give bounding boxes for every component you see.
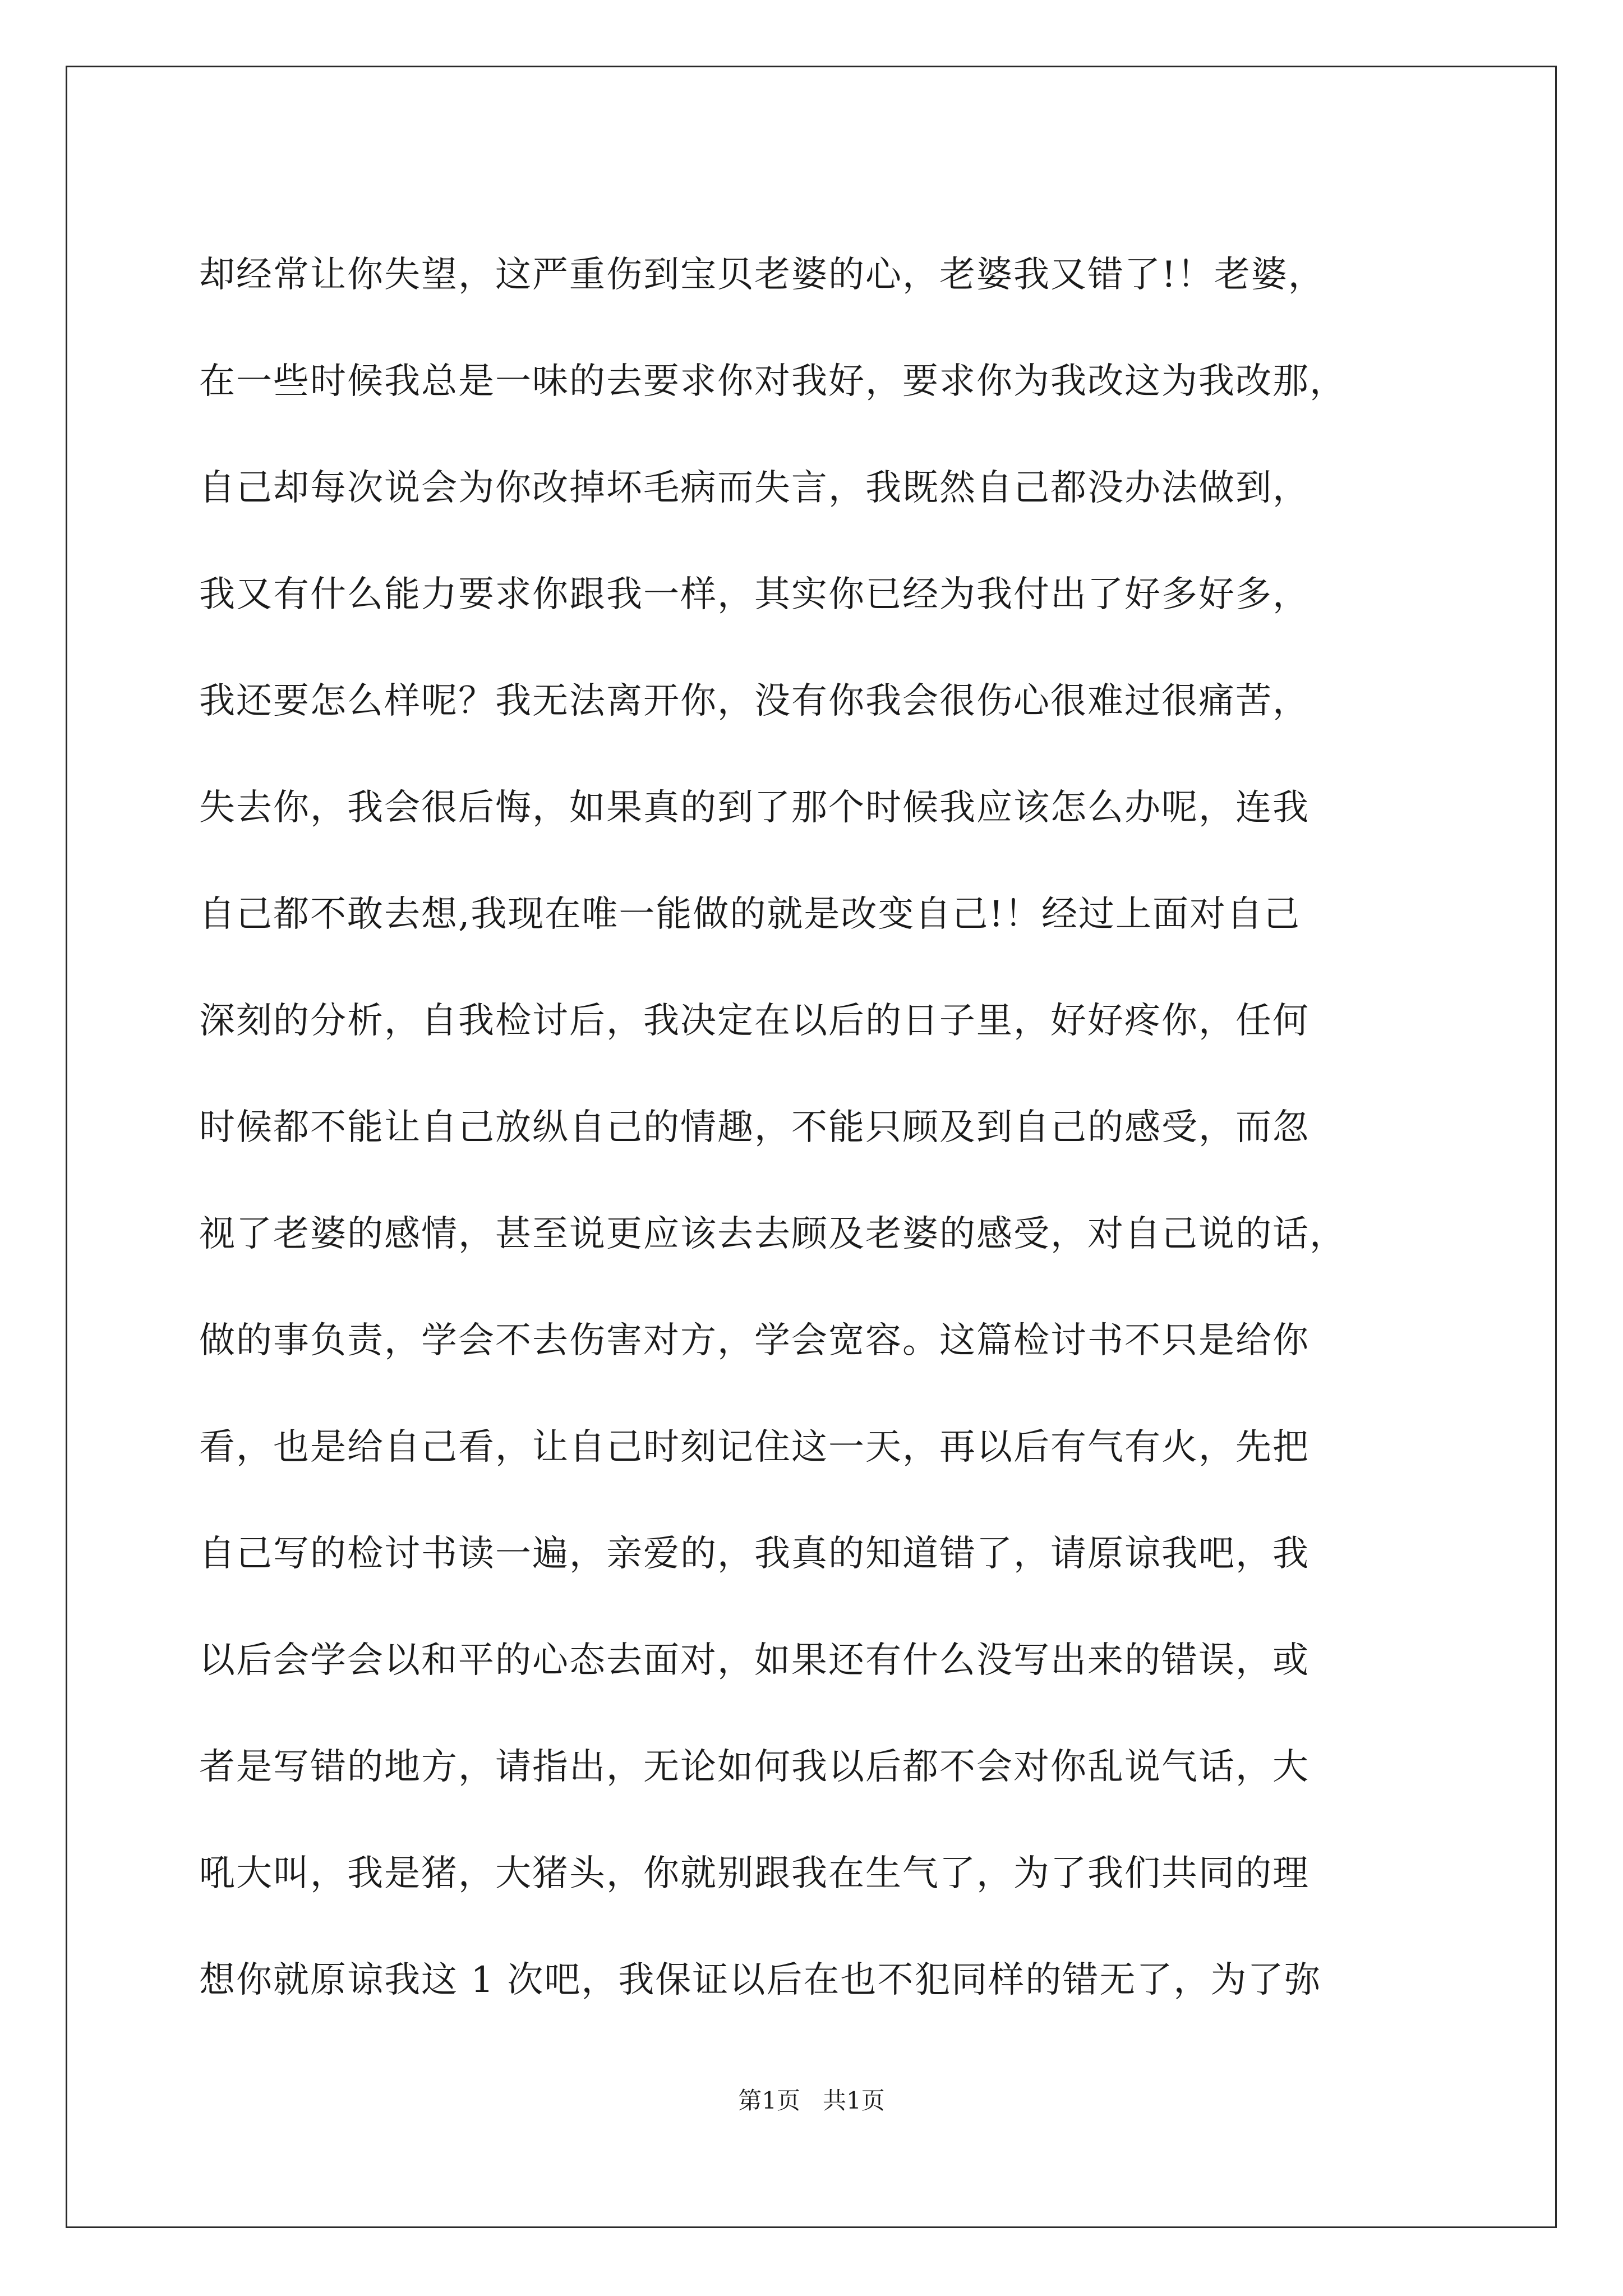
text-line: 自己写的检讨书读一遍，亲爱的，我真的知道错了，请原谅我吧，我 [199, 1533, 1310, 1575]
text-line: 吼大叫，我是猪，大猪头，你就别跟我在生气了，为了我们共同的理 [199, 1853, 1310, 1894]
document-body [199, 222, 1455, 2033]
text-line: 想你就原谅我这 1 次吧，我保证以后在也不犯同样的错无了，为了弥 [199, 1959, 1322, 2001]
text-line: 我还要怎么样呢？我无法离开你，没有你我会很伤心很难过很痛苦， [199, 680, 1310, 722]
text-line: 自己却每次说会为你改掉坏毛病而失言，我既然自己都没办法做到， [199, 467, 1310, 509]
text-line: 以后会学会以和平的心态去面对，如果还有什么没写出来的错误，或 [199, 1640, 1310, 1681]
text-line: 时候都不能让自己放纵自己的情趣，不能只顾及到自己的感受，而忽 [199, 1107, 1310, 1148]
text-line: 我又有什么能力要求你跟我一样，其实你已经为我付出了好多好多， [199, 574, 1310, 615]
text-line: 自己都不敢去想,我现在唯一能做的就是改变自己!！经过上面对自己 [199, 894, 1301, 935]
text-line: 者是写错的地方，请指出，无论如何我以后都不会对你乱说气话，大 [199, 1746, 1310, 1788]
text-line: 在一些时候我总是一味的去要求你对我好，要求你为我改这为我改那， [199, 361, 1347, 402]
text-line: 视了老婆的感情，甚至说更应该去去顾及老婆的感受，对自己说的话， [199, 1213, 1347, 1255]
text-line: 却经常让你失望，这严重伤到宝贝老婆的心，老婆我又错了!！老婆， [199, 254, 1325, 296]
text-line: 失去你，我会很后悔，如果真的到了那个时候我应该怎么办呢，连我 [199, 787, 1310, 829]
text-line: 看，也是给自己看，让自己时刻记住这一天，再以后有气有火，先把 [199, 1427, 1310, 1468]
text-line: 深刻的分析，自我检讨后，我决定在以后的日子里，好好疼你，任何 [199, 1000, 1310, 1042]
page-number-footer: 第1页 共1页 [738, 2087, 885, 2114]
text-line: 做的事负责，学会不去伤害对方，学会宽容。这篇检讨书不只是给你 [199, 1320, 1310, 1361]
